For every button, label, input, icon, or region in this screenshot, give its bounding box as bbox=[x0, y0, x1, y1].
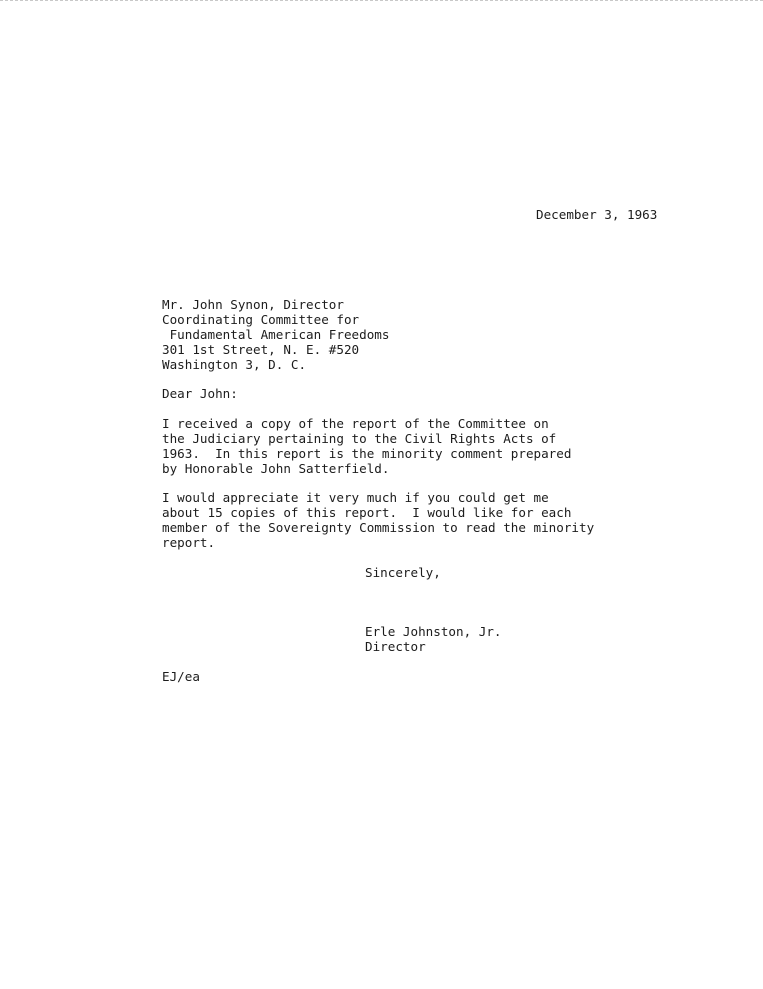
paragraph-1-line: 1963. In this report is the minority comment prepared bbox=[162, 446, 572, 461]
paragraph-1-line: by Honorable John Satterfield. bbox=[162, 461, 390, 476]
signer-name: Erle Johnston, Jr. bbox=[365, 624, 502, 639]
paragraph-2-line: member of the Sovereignty Commission to read the minority bbox=[162, 520, 595, 535]
page-top-edge bbox=[0, 0, 763, 1]
reference-initials: EJ/ea bbox=[162, 669, 200, 684]
paragraph-2-line: report. bbox=[162, 535, 216, 550]
closing: Sincerely, bbox=[365, 565, 441, 580]
address-line: Fundamental American Freedoms bbox=[162, 327, 390, 342]
address-line: Coordinating Committee for bbox=[162, 312, 360, 327]
address-line: Washington 3, D. C. bbox=[162, 357, 307, 372]
paragraph-2-line: about 15 copies of this report. I would like for each bbox=[162, 505, 572, 520]
salutation: Dear John: bbox=[162, 386, 238, 401]
paragraph-1-line: I received a copy of the report of the Committee on bbox=[162, 416, 549, 431]
address-line: 301 1st Street, N. E. #520 bbox=[162, 342, 360, 357]
paragraph-1-line: the Judiciary pertaining to the Civil Rights Acts of bbox=[162, 431, 557, 446]
letter-date: December 3, 1963 bbox=[536, 207, 658, 222]
signer-title: Director bbox=[365, 639, 426, 654]
paragraph-2-line: I would appreciate it very much if you could get me bbox=[162, 490, 549, 505]
address-line: Mr. John Synon, Director bbox=[162, 297, 344, 312]
